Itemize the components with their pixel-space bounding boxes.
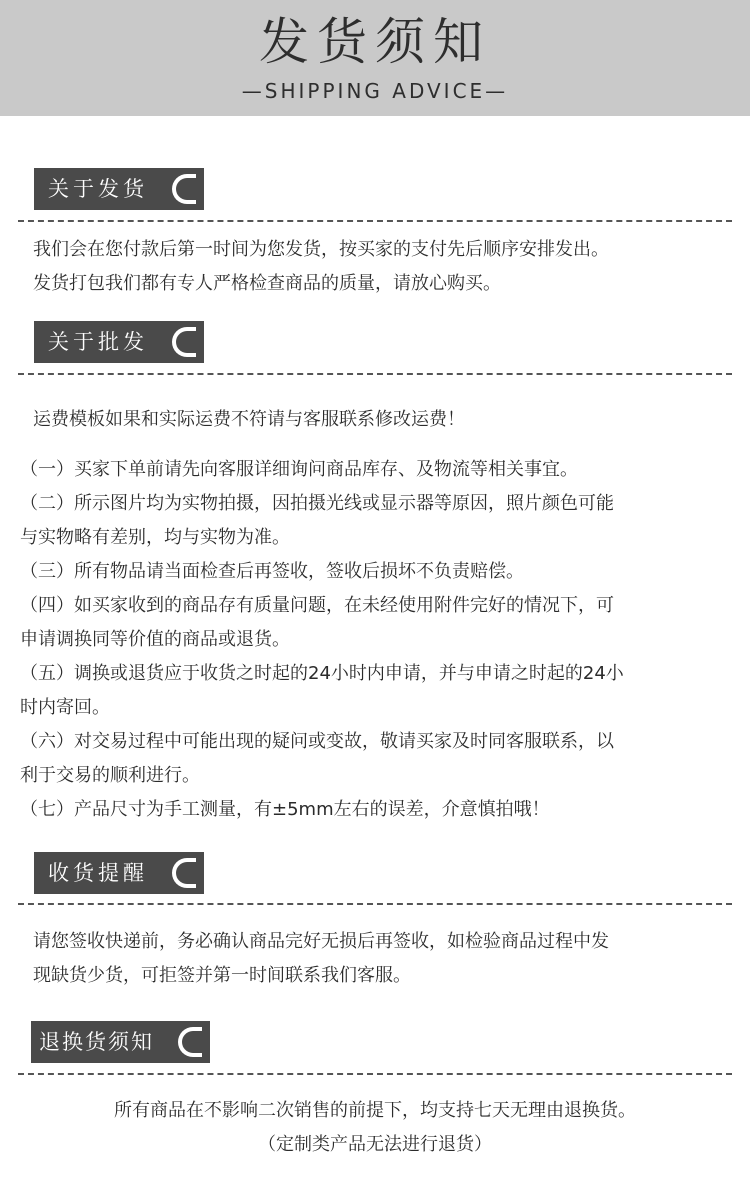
wholesale-line: 与实物略有差别，均与实物为准。: [20, 527, 290, 548]
wholesale-line: （一）买家下单前请先向客服详细询问商品库存、及物流等相关事宜。: [20, 459, 578, 480]
tag-notch-icon: [172, 327, 196, 357]
header-banner: [0, 0, 750, 116]
tag-notch-icon: [172, 858, 196, 888]
section-title-receipt: [34, 852, 204, 894]
wholesale-line: 利于交易的顺利进行。: [20, 765, 200, 786]
wholesale-line: （七）产品尺寸为手工测量，有±5mm左右的误差，介意慎拍哦！: [20, 799, 550, 820]
section-divider: [18, 373, 732, 375]
section-title-label: 关于发货: [48, 177, 148, 201]
wholesale-line: 申请调换同等价值的商品或退货。: [20, 629, 290, 650]
wholesale-line: （四）如买家收到的商品存有质量问题，在未经使用附件完好的情况下，可: [20, 595, 614, 616]
wholesale-line: （三）所有物品请当面检查后再签收，签收后损坏不负责赔偿。: [20, 561, 524, 582]
wholesale-line: （五）调换或退货应于收货之时起的24小时内申请，并与申请之时起的24小: [20, 663, 624, 684]
wholesale-line: 时内寄回。: [20, 697, 110, 718]
tag-notch-icon: [172, 174, 196, 204]
section-title-returns: [31, 1021, 210, 1063]
wholesale-line: （二）所示图片均为实物拍摄，因拍摄光线或显示器等原因，照片颜色可能: [20, 493, 614, 514]
receipt-line: 请您签收快递前，务必确认商品完好无损后再签收，如检验商品过程中发: [33, 931, 609, 952]
section-divider: [18, 1073, 732, 1075]
receipt-line: 现缺货少货，可拒签并第一时间联系我们客服。: [33, 965, 411, 986]
shipping-line: 我们会在您付款后第一时间为您发货，按买家的支付先后顺序安排发出。: [33, 239, 609, 260]
section-title-label: 退换货须知: [39, 1030, 154, 1054]
section-divider: [18, 220, 732, 222]
section-title-shipping: [34, 168, 204, 210]
page-title: 发货须知: [259, 13, 491, 71]
wholesale-intro: 运费模板如果和实际运费不符请与客服联系修改运费！: [33, 409, 465, 430]
returns-line: 所有商品在不影响二次销售的前提下，均支持七天无理由退换货。: [114, 1100, 636, 1121]
returns-line: （定制类产品无法进行退货）: [258, 1134, 492, 1155]
page-subtitle: —SHIPPING ADVICE—: [241, 79, 509, 103]
section-title-label: 关于批发: [48, 330, 148, 354]
section-title-label: 收货提醒: [48, 861, 148, 885]
section-title-wholesale: [34, 321, 204, 363]
tag-notch-icon: [178, 1027, 202, 1057]
section-divider: [18, 903, 732, 905]
wholesale-line: （六）对交易过程中可能出现的疑问或变故，敬请买家及时同客服联系，以: [20, 731, 614, 752]
shipping-line: 发货打包我们都有专人严格检查商品的质量，请放心购买。: [33, 273, 501, 294]
